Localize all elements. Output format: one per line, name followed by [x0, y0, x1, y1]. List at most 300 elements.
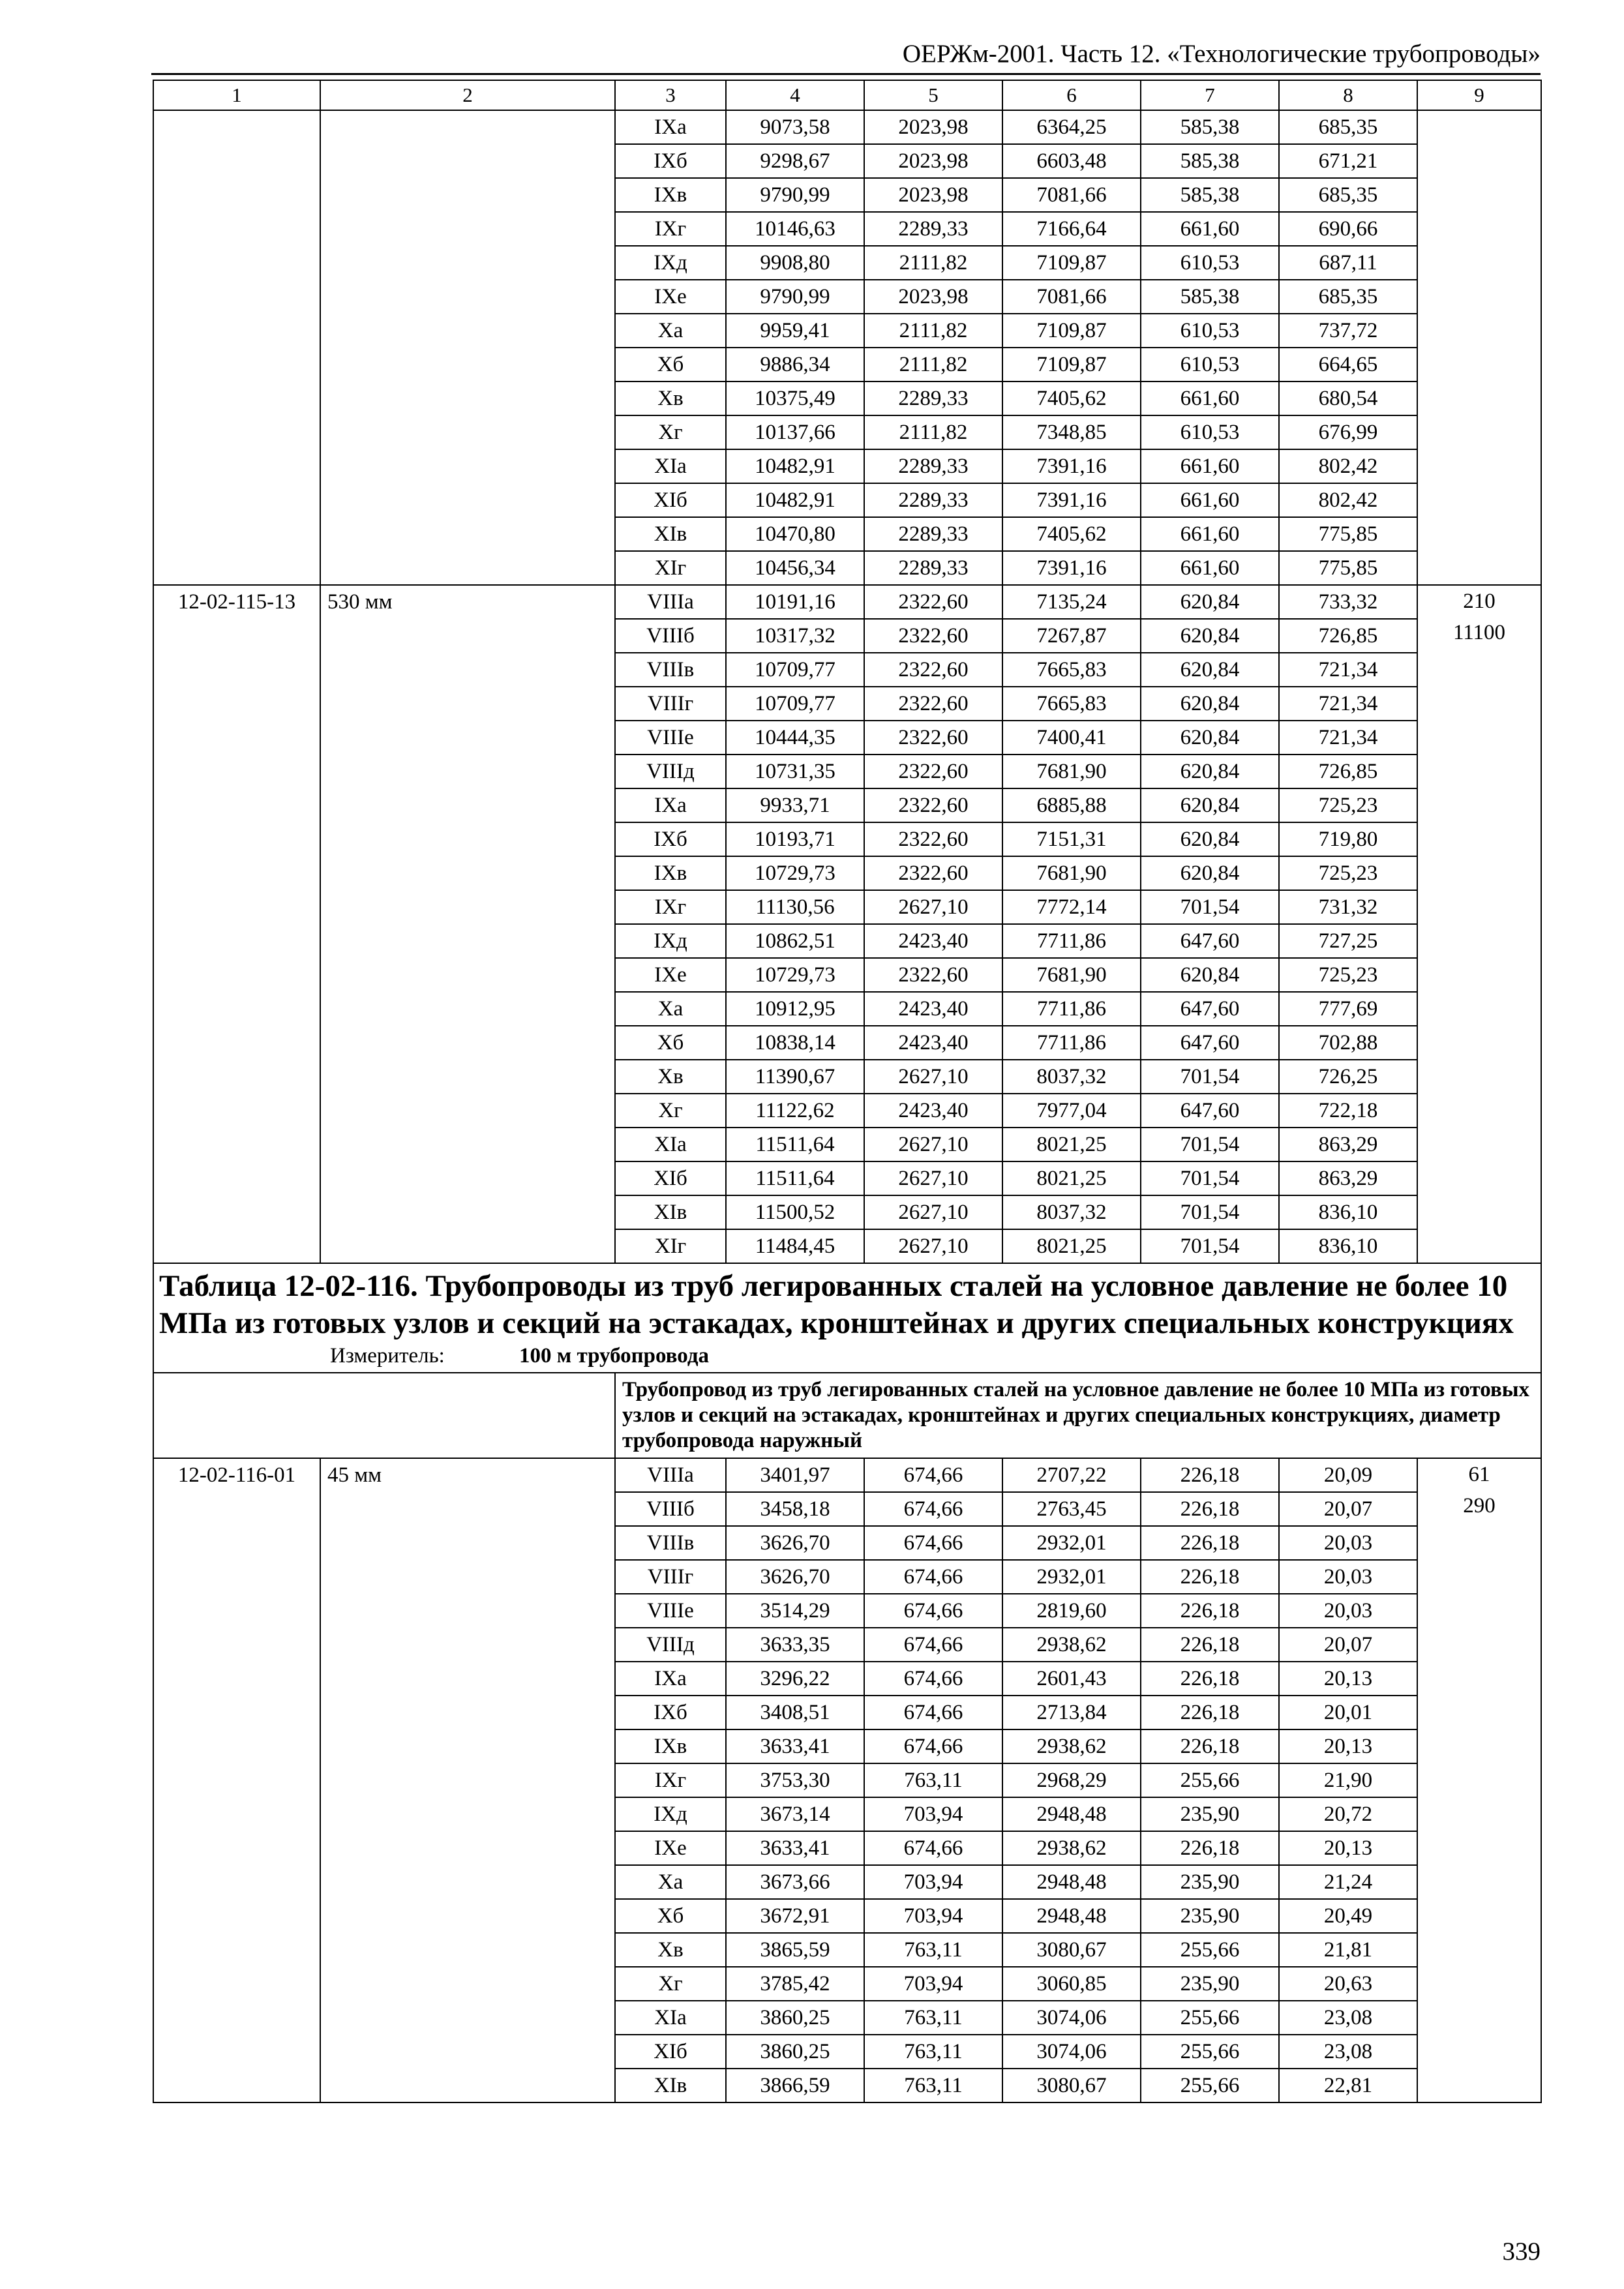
cost-value: 10456,34 [726, 551, 864, 585]
cost-value: 21,81 [1279, 1933, 1417, 1967]
cost-value: 620,84 [1141, 687, 1279, 721]
cost-value: 6603,48 [1002, 144, 1141, 178]
cost-value: 2289,33 [864, 517, 1002, 551]
cost-value: 703,94 [864, 1865, 1002, 1899]
cost-value: 10838,14 [726, 1026, 864, 1060]
cost-value: 585,38 [1141, 280, 1279, 314]
cost-value: 661,60 [1141, 483, 1279, 517]
cost-value: 687,11 [1279, 246, 1417, 280]
column-number: 7 [1141, 80, 1279, 110]
cost-value: 722,18 [1279, 1094, 1417, 1128]
cost-value: 763,11 [864, 2001, 1002, 2035]
cost-value: 255,66 [1141, 2001, 1279, 2035]
cost-value: 3866,59 [726, 2069, 864, 2102]
cost-value: 7681,90 [1002, 856, 1141, 890]
cost-value: 20,49 [1279, 1899, 1417, 1933]
cost-value: 20,13 [1279, 1831, 1417, 1865]
cost-value: 226,18 [1141, 1729, 1279, 1763]
cost-value: 2289,33 [864, 483, 1002, 517]
cost-value: 2322,60 [864, 856, 1002, 890]
zone-code: Xб [615, 1026, 726, 1060]
zone-code: Xа [615, 992, 726, 1026]
cost-value: 674,66 [864, 1662, 1002, 1696]
cost-value: 701,54 [1141, 1229, 1279, 1263]
cost-value: 7772,14 [1002, 890, 1141, 924]
cost-value: 10375,49 [726, 382, 864, 415]
cost-value: 2322,60 [864, 788, 1002, 822]
cost-value: 703,94 [864, 1797, 1002, 1831]
cost-value: 10709,77 [726, 653, 864, 687]
zone-code: XIб [615, 483, 726, 517]
cost-value: 7151,31 [1002, 822, 1141, 856]
cost-value: 7391,16 [1002, 551, 1141, 585]
cost-value: 9790,99 [726, 280, 864, 314]
cost-value: 733,32 [1279, 585, 1417, 619]
cost-value: 10731,35 [726, 755, 864, 788]
cost-value: 726,85 [1279, 755, 1417, 788]
cost-value: 585,38 [1141, 178, 1279, 212]
cost-value: 703,94 [864, 1967, 1002, 2001]
cost-value: 647,60 [1141, 1094, 1279, 1128]
cost-value: 11500,52 [726, 1195, 864, 1229]
cost-value: 2627,10 [864, 1161, 1002, 1195]
cost-value: 610,53 [1141, 314, 1279, 348]
cost-value: 2627,10 [864, 1229, 1002, 1263]
cost-value: 737,72 [1279, 314, 1417, 348]
cost-value: 20,07 [1279, 1628, 1417, 1662]
zone-code: VIIIг [615, 687, 726, 721]
cost-value: 661,60 [1141, 517, 1279, 551]
cost-value: 23,08 [1279, 2001, 1417, 2035]
cost-value: 863,29 [1279, 1128, 1417, 1161]
cost-value: 3060,85 [1002, 1967, 1141, 2001]
cost-value: 620,84 [1141, 653, 1279, 687]
rate-code: 12-02-116-01 [153, 1458, 320, 2102]
cost-value: 2023,98 [864, 110, 1002, 144]
cost-value: 20,13 [1279, 1662, 1417, 1696]
zone-code: Xа [615, 1865, 726, 1899]
section-description: Трубопровод из труб легированных сталей на условное давление не более 10 МПа из готовых узлов и секций на эстакадах, кронштейнах и других специальных конструкциях, диаметр трубопровода наружный [615, 1373, 1541, 1458]
zone-code: IXб [615, 144, 726, 178]
cost-value: 11511,64 [726, 1128, 864, 1161]
cost-value: 11130,56 [726, 890, 864, 924]
zone-code: XIб [615, 2035, 726, 2069]
column-9-cell [1417, 585, 1541, 1263]
zone-code: Xа [615, 314, 726, 348]
table-title: Таблица 12-02-116. Трубопроводы из труб легированных сталей на условное давление не более 10 МПа из готовых узлов и секций на эстакадах, кронштейнах и других специальных конструкциях [159, 1269, 1514, 1340]
cost-value: 2322,60 [864, 619, 1002, 653]
cost-value: 763,11 [864, 1763, 1002, 1797]
cost-value: 620,84 [1141, 822, 1279, 856]
cost-value: 726,85 [1279, 619, 1417, 653]
zone-code: VIIIб [615, 619, 726, 653]
cost-value: 802,42 [1279, 483, 1417, 517]
cost-value: 11122,62 [726, 1094, 864, 1128]
cost-value: 2932,01 [1002, 1526, 1141, 1560]
cost-value: 2289,33 [864, 212, 1002, 246]
cost-value: 8021,25 [1002, 1161, 1141, 1195]
cost-value: 8021,25 [1002, 1229, 1141, 1263]
column-number: 5 [864, 80, 1002, 110]
cost-value: 226,18 [1141, 1831, 1279, 1865]
cost-value: 9298,67 [726, 144, 864, 178]
zone-code: IXд [615, 1797, 726, 1831]
cost-value: 3673,66 [726, 1865, 864, 1899]
cost-value: 620,84 [1141, 585, 1279, 619]
cost-value: 620,84 [1141, 856, 1279, 890]
cost-value: 255,66 [1141, 1763, 1279, 1797]
pipe-diameter: 530 мм [320, 585, 615, 1263]
zone-code: VIIIв [615, 1526, 726, 1560]
rate-code-cell [153, 110, 320, 585]
cost-value: 11484,45 [726, 1229, 864, 1263]
cost-value: 7711,86 [1002, 992, 1141, 1026]
cost-value: 610,53 [1141, 348, 1279, 382]
zone-code: Xг [615, 1094, 726, 1128]
cost-value: 702,88 [1279, 1026, 1417, 1060]
cost-value: 763,11 [864, 1933, 1002, 1967]
column-9-value: 61 [1468, 1463, 1490, 1486]
cost-value: 3626,70 [726, 1560, 864, 1594]
cost-value: 3860,25 [726, 2001, 864, 2035]
cost-value: 610,53 [1141, 246, 1279, 280]
zone-code: XIа [615, 1128, 726, 1161]
column-number: 6 [1002, 80, 1141, 110]
cost-value: 2627,10 [864, 1195, 1002, 1229]
zone-code: IXа [615, 110, 726, 144]
cost-value: 674,66 [864, 1831, 1002, 1865]
cost-value: 2713,84 [1002, 1696, 1141, 1729]
cost-value: 3626,70 [726, 1526, 864, 1560]
cost-value: 775,85 [1279, 551, 1417, 585]
cost-value: 10862,51 [726, 924, 864, 958]
zone-code: VIIIв [615, 653, 726, 687]
cost-value: 585,38 [1141, 144, 1279, 178]
cost-value: 3074,06 [1002, 2001, 1141, 2035]
zone-code: IXа [615, 1662, 726, 1696]
cost-value: 7665,83 [1002, 687, 1141, 721]
cost-value: 719,80 [1279, 822, 1417, 856]
zone-code: IXд [615, 924, 726, 958]
cost-value: 235,90 [1141, 1797, 1279, 1831]
cost-value: 10137,66 [726, 415, 864, 449]
zone-code: IXг [615, 1763, 726, 1797]
cost-value: 7267,87 [1002, 619, 1141, 653]
cost-value: 21,24 [1279, 1865, 1417, 1899]
page-header: ОЕРЖм-2001. Часть 12. «Технологические трубопроводы» [902, 40, 1541, 68]
cost-value: 235,90 [1141, 1967, 1279, 2001]
cost-value: 3401,97 [726, 1458, 864, 1492]
cost-value: 661,60 [1141, 212, 1279, 246]
column-9-value: 11100 [1452, 621, 1506, 644]
cost-value: 8037,32 [1002, 1195, 1141, 1229]
cost-value: 20,01 [1279, 1696, 1417, 1729]
cost-value: 777,69 [1279, 992, 1417, 1026]
cost-value: 22,81 [1279, 2069, 1417, 2102]
cost-value: 10709,77 [726, 687, 864, 721]
zone-code: VIIIа [615, 585, 726, 619]
cost-value: 726,25 [1279, 1060, 1417, 1094]
column-9-cell [1417, 1458, 1541, 2102]
cost-value: 721,34 [1279, 687, 1417, 721]
cost-value: 10444,35 [726, 721, 864, 755]
cost-value: 674,66 [864, 1628, 1002, 1662]
zone-code: VIIIг [615, 1560, 726, 1594]
cost-value: 2707,22 [1002, 1458, 1141, 1492]
zone-code: IXв [615, 178, 726, 212]
table-row [153, 1458, 1541, 1492]
zone-code: XIв [615, 2069, 726, 2102]
cost-value: 3633,41 [726, 1831, 864, 1865]
zone-code: VIIIд [615, 755, 726, 788]
cost-value: 674,66 [864, 1594, 1002, 1628]
cost-value: 7348,85 [1002, 415, 1141, 449]
column-number: 1 [153, 80, 320, 110]
cost-value: 20,03 [1279, 1594, 1417, 1628]
cost-value: 2322,60 [864, 721, 1002, 755]
cost-value: 2322,60 [864, 755, 1002, 788]
cost-value: 3080,67 [1002, 2069, 1141, 2102]
cost-value: 647,60 [1141, 992, 1279, 1026]
cost-value: 7109,87 [1002, 246, 1141, 280]
cost-value: 661,60 [1141, 551, 1279, 585]
cost-value: 20,13 [1279, 1729, 1417, 1763]
zone-code: IXв [615, 856, 726, 890]
cost-value: 620,84 [1141, 755, 1279, 788]
cost-value: 620,84 [1141, 958, 1279, 992]
zone-code: XIб [615, 1161, 726, 1195]
cost-value: 685,35 [1279, 178, 1417, 212]
cost-value: 721,34 [1279, 653, 1417, 687]
column-9-value: 210 [1463, 590, 1496, 613]
cost-value: 647,60 [1141, 1026, 1279, 1060]
cost-value: 2938,62 [1002, 1628, 1141, 1662]
cost-value: 701,54 [1141, 1161, 1279, 1195]
zone-code: Xв [615, 1933, 726, 1967]
cost-value: 6885,88 [1002, 788, 1141, 822]
zone-code: XIв [615, 1195, 726, 1229]
cost-value: 2322,60 [864, 653, 1002, 687]
table-row [153, 585, 1541, 619]
cost-value: 674,66 [864, 1492, 1002, 1526]
cost-value: 676,99 [1279, 415, 1417, 449]
cost-value: 10482,91 [726, 449, 864, 483]
cost-value: 255,66 [1141, 2035, 1279, 2069]
cost-value: 2932,01 [1002, 1560, 1141, 1594]
cost-value: 21,90 [1279, 1763, 1417, 1797]
zone-code: IXг [615, 212, 726, 246]
cost-value: 20,03 [1279, 1526, 1417, 1560]
cost-value: 8021,25 [1002, 1128, 1141, 1161]
cost-value: 2819,60 [1002, 1594, 1141, 1628]
cost-value: 685,35 [1279, 110, 1417, 144]
zone-code: Xв [615, 1060, 726, 1094]
page-number: 339 [1502, 2237, 1541, 2266]
cost-value: 2111,82 [864, 314, 1002, 348]
cost-value: 836,10 [1279, 1195, 1417, 1229]
cost-value: 763,11 [864, 2069, 1002, 2102]
cost-value: 3296,22 [726, 1662, 864, 1696]
cost-value: 763,11 [864, 2035, 1002, 2069]
cost-value: 226,18 [1141, 1492, 1279, 1526]
description-row [153, 1373, 1541, 1458]
table-title-row [153, 1263, 1541, 1373]
zone-code: VIIIб [615, 1492, 726, 1526]
cost-value: 3633,41 [726, 1729, 864, 1763]
cost-value: 620,84 [1141, 619, 1279, 653]
unit-value: 100 м трубопровода [519, 1344, 710, 1368]
cost-value: 9908,80 [726, 246, 864, 280]
column-number: 2 [320, 80, 615, 110]
unit-label: Измеритель: [330, 1344, 445, 1368]
pipe-diameter: 45 мм [320, 1458, 615, 2102]
cost-value: 2938,62 [1002, 1729, 1141, 1763]
zone-code: VIIIд [615, 1628, 726, 1662]
zone-code: IXе [615, 958, 726, 992]
cost-value: 3514,29 [726, 1594, 864, 1628]
cost-value: 10482,91 [726, 483, 864, 517]
column-number: 9 [1417, 80, 1541, 110]
cost-value: 674,66 [864, 1560, 1002, 1594]
cost-value: 2322,60 [864, 687, 1002, 721]
cost-value: 3633,35 [726, 1628, 864, 1662]
cost-value: 2289,33 [864, 449, 1002, 483]
cost-value: 226,18 [1141, 1560, 1279, 1594]
cost-value: 9959,41 [726, 314, 864, 348]
cost-value: 725,23 [1279, 788, 1417, 822]
cost-value: 7391,16 [1002, 483, 1141, 517]
zone-code: IXг [615, 890, 726, 924]
cost-value: 7166,64 [1002, 212, 1141, 246]
cost-value: 685,35 [1279, 280, 1417, 314]
cost-value: 2322,60 [864, 585, 1002, 619]
cost-value: 9073,58 [726, 110, 864, 144]
cost-value: 255,66 [1141, 1933, 1279, 1967]
cost-value: 9933,71 [726, 788, 864, 822]
cost-value: 10317,32 [726, 619, 864, 653]
zone-code: IXб [615, 822, 726, 856]
cost-value: 661,60 [1141, 382, 1279, 415]
zone-code: XIа [615, 2001, 726, 2035]
cost-value: 2423,40 [864, 1026, 1002, 1060]
cost-value: 10729,73 [726, 856, 864, 890]
cost-value: 3860,25 [726, 2035, 864, 2069]
cost-value: 226,18 [1141, 1526, 1279, 1560]
cost-value: 255,66 [1141, 2069, 1279, 2102]
zone-code: VIIIе [615, 721, 726, 755]
zone-code: Xб [615, 348, 726, 382]
cost-value: 2322,60 [864, 822, 1002, 856]
cost-value: 775,85 [1279, 517, 1417, 551]
zone-code: XIв [615, 517, 726, 551]
cost-value: 7681,90 [1002, 755, 1141, 788]
cost-value: 10470,80 [726, 517, 864, 551]
cost-value: 20,07 [1279, 1492, 1417, 1526]
cost-value: 10146,63 [726, 212, 864, 246]
table-body [153, 80, 1541, 2102]
zone-code: IXб [615, 1696, 726, 1729]
cost-value: 3865,59 [726, 1933, 864, 1967]
unit-row [159, 1342, 1535, 1369]
cost-value: 701,54 [1141, 1060, 1279, 1094]
cost-value: 620,84 [1141, 788, 1279, 822]
cost-value: 664,65 [1279, 348, 1417, 382]
cost-value: 7405,62 [1002, 517, 1141, 551]
cost-value: 2627,10 [864, 1060, 1002, 1094]
cost-value: 2289,33 [864, 551, 1002, 585]
cost-value: 3673,14 [726, 1797, 864, 1831]
cost-value: 721,34 [1279, 721, 1417, 755]
cost-value: 2023,98 [864, 144, 1002, 178]
cost-value: 10912,95 [726, 992, 864, 1026]
column-number-row [153, 80, 1541, 110]
header-divider [151, 73, 1541, 75]
zone-code: Xб [615, 1899, 726, 1933]
cost-value: 725,23 [1279, 856, 1417, 890]
zone-code: Xв [615, 382, 726, 415]
cost-value: 235,90 [1141, 1899, 1279, 1933]
zone-code: VIIIа [615, 1458, 726, 1492]
cost-value: 7665,83 [1002, 653, 1141, 687]
cost-value: 10191,16 [726, 585, 864, 619]
cost-value: 725,23 [1279, 958, 1417, 992]
cost-value: 7977,04 [1002, 1094, 1141, 1128]
cost-value: 585,38 [1141, 110, 1279, 144]
cost-value: 701,54 [1141, 1128, 1279, 1161]
cost-value: 8037,32 [1002, 1060, 1141, 1094]
zone-code: IXе [615, 280, 726, 314]
cost-value: 2111,82 [864, 415, 1002, 449]
zone-code: IXв [615, 1729, 726, 1763]
cost-value: 226,18 [1141, 1628, 1279, 1662]
cost-value: 6364,25 [1002, 110, 1141, 144]
cost-value: 20,63 [1279, 1967, 1417, 2001]
cost-value: 20,72 [1279, 1797, 1417, 1831]
cost-value: 680,54 [1279, 382, 1417, 415]
column-number: 8 [1279, 80, 1417, 110]
cost-value: 7391,16 [1002, 449, 1141, 483]
zone-code: IXе [615, 1831, 726, 1865]
cost-value: 661,60 [1141, 449, 1279, 483]
cost-value: 7109,87 [1002, 348, 1141, 382]
cost-value: 2023,98 [864, 178, 1002, 212]
column-9-value: 290 [1463, 1494, 1496, 1518]
zone-code: IXд [615, 246, 726, 280]
cost-value: 7711,86 [1002, 924, 1141, 958]
table-row [153, 110, 1541, 144]
cost-value: 7400,41 [1002, 721, 1141, 755]
cost-value: 802,42 [1279, 449, 1417, 483]
zone-code: IXа [615, 788, 726, 822]
zone-code: Xг [615, 1967, 726, 2001]
cost-value: 7405,62 [1002, 382, 1141, 415]
cost-value: 2423,40 [864, 924, 1002, 958]
cost-value: 731,32 [1279, 890, 1417, 924]
cost-value: 9886,34 [726, 348, 864, 382]
cost-value: 647,60 [1141, 924, 1279, 958]
cost-value: 703,94 [864, 1899, 1002, 1933]
cost-value: 3080,67 [1002, 1933, 1141, 1967]
rates-table [153, 80, 1542, 2103]
cost-value: 20,03 [1279, 1560, 1417, 1594]
cost-value: 674,66 [864, 1526, 1002, 1560]
cost-value: 3458,18 [726, 1492, 864, 1526]
cost-value: 610,53 [1141, 415, 1279, 449]
cost-value: 23,08 [1279, 2035, 1417, 2069]
cost-value: 226,18 [1141, 1662, 1279, 1696]
cost-value: 2423,40 [864, 992, 1002, 1026]
cost-value: 2601,43 [1002, 1662, 1141, 1696]
